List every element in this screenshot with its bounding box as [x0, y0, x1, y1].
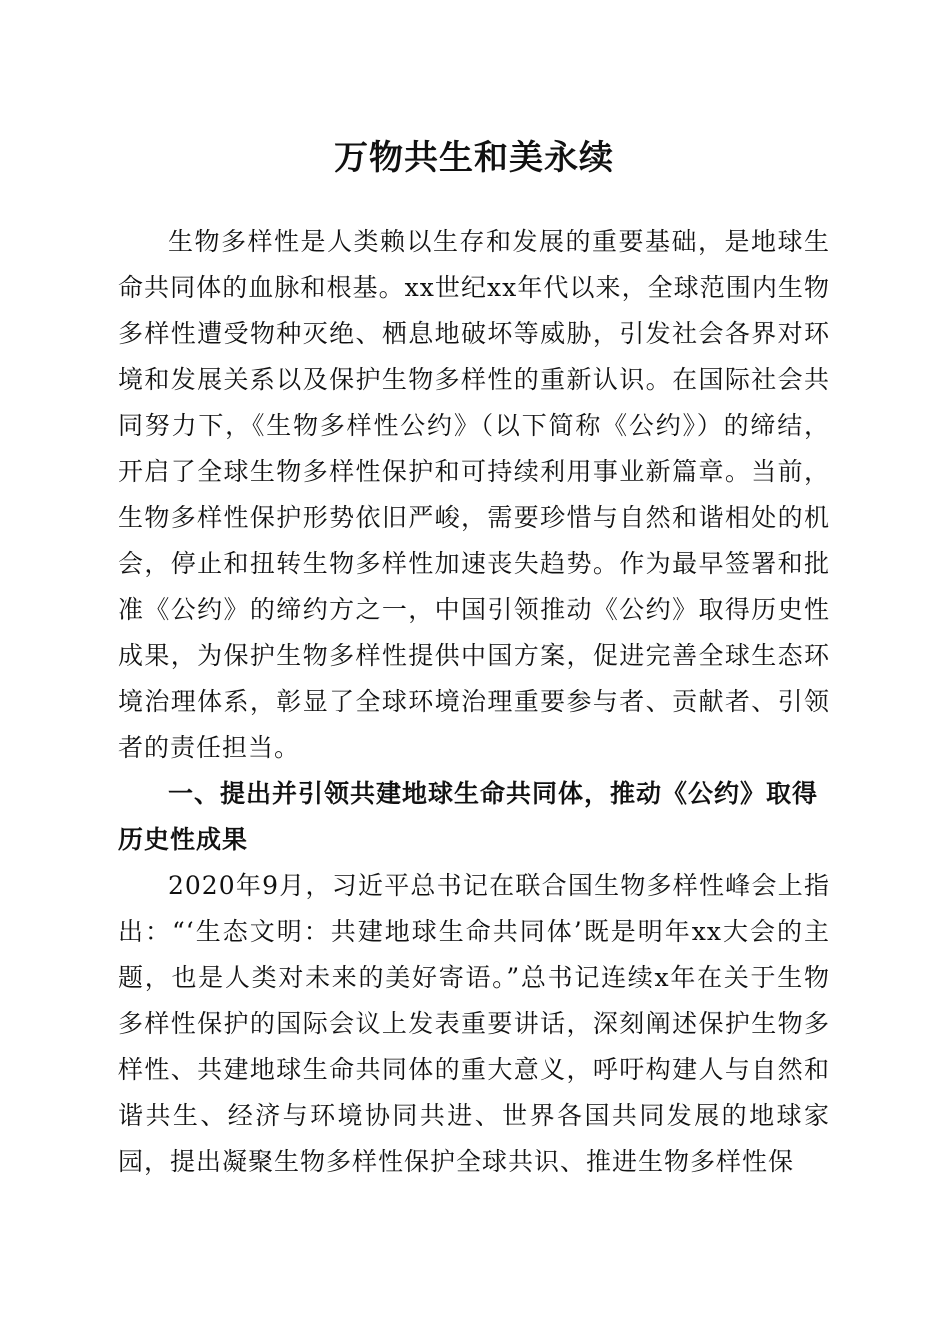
document-title: 万物共生和美永续 — [334, 138, 614, 178]
document-page — [118, 130, 830, 1185]
section-1-heading: 一、提出并引领共建地球生命共同体，推动《公约》取得历史性成果 — [118, 779, 819, 854]
intro-paragraph: 生物多样性是人类赖以生存和发展的重要基础，是地球生命共同体的血脉和根基。xx世纪xx年代以来，全球范围内生物多样性遭受物种灭绝、栖息地破坏等威胁，引发社会各界对环境和发展关系以及保护生物多样性的重新认识。在国际社会共同努力下，《生物多样性公约》（以下简称《公约》）的缔结，开启了全球生物多样性保护和可持续利用事业新篇章。当前，生物多样性保护形势依旧严峻，需要珍惜与自然和谐相处的机会，停止和扭转生物多样性加速丧失趋势。作为最早签署和批准《公约》的缔约方之一，中国引领推动《公约》取得历史性成果，为保护生物多样性提供中国方案，促进完善全球生态环境治理体系，彰显了全球环境治理重要参与者、贡献者、引领者的责任担当。 — [118, 227, 830, 762]
section-1-paragraph: 2020年9月，习近平总书记在联合国生物多样性峰会上指出：“‘生态文明：共建地球生命共同体’既是明年xx大会的主题，也是人类对未来的美好寄语。”总书记连续x年在关于生物多样性保护的国际会议上发表重要讲话，深刻阐述保护生物多样性、共建地球生命共同体的重大意义，呼吁构建人与自然和谐共生、经济与环境协同共进、世界各国共同发展的地球家园，提出凝聚生物多样性保护全球共识、推进生物多样性保 — [118, 871, 830, 1176]
